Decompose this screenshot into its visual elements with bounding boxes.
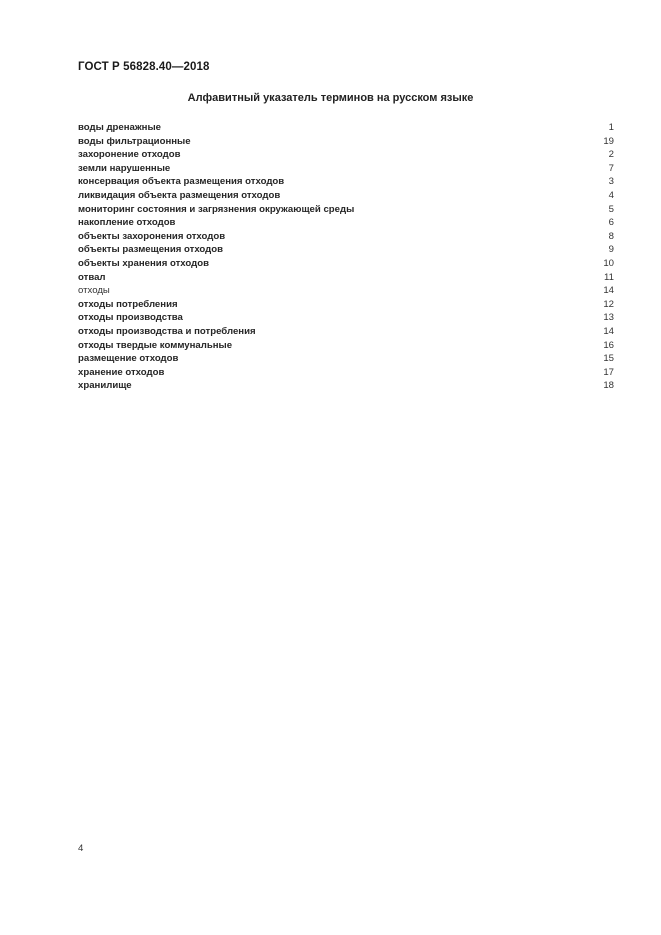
term-index-list	[78, 121, 614, 393]
index-term: консервация объекта размещения отходов	[78, 176, 285, 188]
index-row	[78, 216, 614, 230]
index-page-ref: 7	[608, 162, 614, 174]
index-term: воды фильтрационные	[78, 135, 191, 147]
index-title: Алфавитный указатель терминов на русском языке	[187, 92, 474, 104]
index-page-ref: 17	[603, 366, 614, 378]
index-row	[78, 339, 614, 353]
index-row	[78, 311, 614, 325]
page-number: 4	[78, 843, 84, 854]
index-row	[78, 135, 614, 149]
index-page-ref: 3	[608, 176, 614, 188]
index-page-ref: 16	[603, 339, 614, 351]
index-page-ref: 11	[604, 271, 614, 283]
index-row	[78, 189, 614, 203]
index-term: отходы	[78, 285, 110, 297]
index-page-ref: 14	[603, 285, 614, 297]
index-term: объекты размещения отходов	[78, 244, 224, 256]
index-row	[78, 121, 614, 135]
index-page-ref: 15	[603, 353, 614, 365]
index-term: мониторинг состояния и загрязнения окружающей среды	[78, 203, 355, 215]
index-page-ref: 13	[603, 312, 614, 324]
index-term: объекты захоронения отходов	[78, 230, 226, 242]
index-term: отходы твердые коммунальные	[78, 339, 233, 351]
index-term: объекты хранения отходов	[78, 257, 209, 269]
index-term: отходы производства	[78, 312, 183, 324]
index-term: отходы потребления	[78, 298, 178, 310]
index-term: хранение отходов	[78, 366, 165, 378]
document-header: ГОСТ Р 56828.40—2018	[78, 61, 210, 73]
index-term: ликвидация объекта размещения отходов	[78, 189, 281, 201]
index-term: отвал	[78, 271, 106, 283]
index-row	[78, 243, 614, 257]
index-row	[78, 257, 614, 271]
index-row	[78, 175, 614, 189]
index-page-ref: 1	[608, 122, 614, 133]
index-term: хранилище	[78, 380, 132, 392]
index-page-ref: 8	[608, 230, 614, 242]
index-row	[78, 284, 614, 298]
index-page-ref: 6	[608, 217, 614, 229]
index-row	[78, 271, 614, 285]
index-page-ref: 5	[608, 203, 614, 215]
index-page-ref: 2	[608, 149, 614, 161]
index-page-ref: 4	[608, 189, 614, 201]
index-row	[78, 379, 614, 393]
index-row	[78, 352, 614, 366]
index-term: накопление отходов	[78, 217, 176, 229]
index-page-ref: 18	[603, 380, 614, 392]
index-row	[78, 325, 614, 339]
index-term: воды дренажные	[78, 122, 161, 133]
index-term: отходы производства и потребления	[78, 325, 256, 337]
index-page-ref: 12	[603, 298, 614, 310]
index-term: земли нарушенные	[78, 162, 171, 174]
index-row	[78, 148, 614, 162]
index-row	[78, 203, 614, 217]
index-page-ref: 14	[603, 325, 614, 337]
index-row	[78, 230, 614, 244]
index-row	[78, 298, 614, 312]
index-row	[78, 366, 614, 380]
index-page-ref: 19	[603, 135, 614, 147]
index-term: размещение отходов	[78, 353, 179, 365]
index-page-ref: 10	[603, 257, 614, 269]
index-row	[78, 162, 614, 176]
index-term: захоронение отходов	[78, 149, 181, 161]
index-page-ref: 9	[608, 244, 614, 256]
